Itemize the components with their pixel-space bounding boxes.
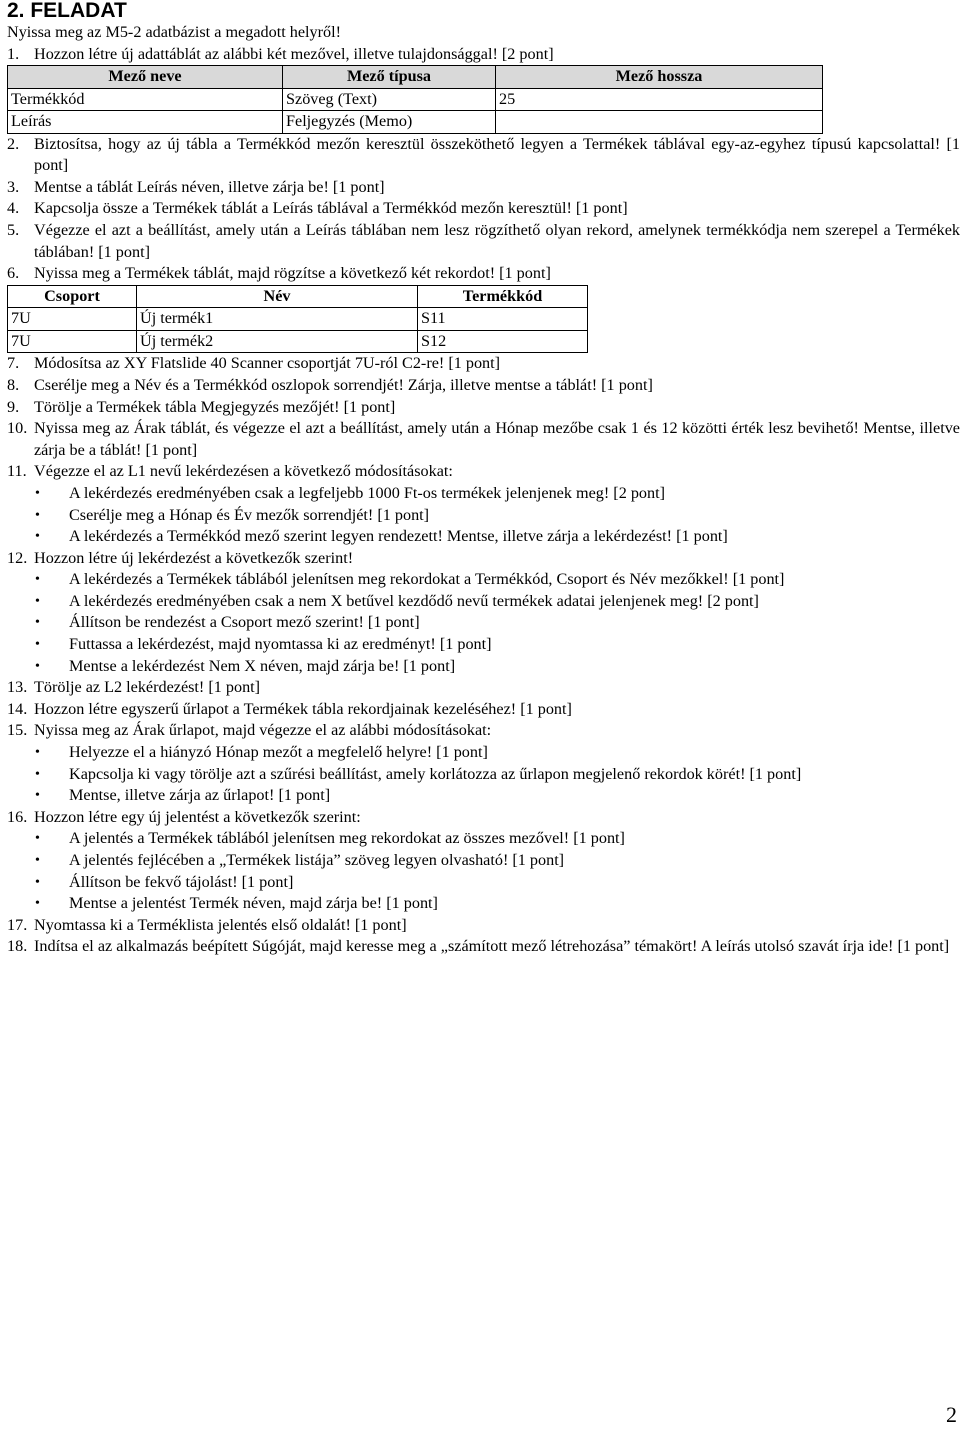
bullet-icon: •	[35, 529, 40, 545]
subtask-text: Kapcsolja ki vagy törölje azt a szűrési beállítást, amely korlátozza az űrlapon megjelenő rekordok körét! [1 pont]	[69, 764, 802, 783]
subtask-text: A lekérdezés eredményében csak a legfeljebb 1000 Ft-os termékek jelenjenek meg! [2 pont]	[69, 483, 666, 502]
subtask-item	[7, 505, 960, 527]
task-item	[7, 220, 960, 263]
task-body	[34, 220, 960, 263]
task-number: 1.	[7, 44, 20, 63]
task-body	[34, 134, 960, 177]
table-cell: Új termék2	[137, 330, 418, 353]
table-cell: 7U	[8, 330, 137, 353]
subtask-text: Állítson be rendezést a Csoport mező szerint! [1 pont]	[69, 613, 420, 632]
task-number: 11.	[7, 462, 27, 481]
task-text: Nyissa meg az Árak táblát, és végezze el azt a beállítást, amely után a Hónap mezőbe csak 1 és 12 közötti érték lesz bevihető! Mentse, illetve zárja be a táblát! [1 pont]	[34, 419, 960, 459]
subtask-text: Futtassa a lekérdezést, majd nyomtassa ki az eredményt! [1 pont]	[69, 635, 492, 654]
table-row	[8, 88, 823, 111]
task-text: Törölje az L2 lekérdezést! [1 pont]	[34, 678, 261, 697]
bullet-icon: •	[35, 874, 40, 890]
task-body	[34, 720, 960, 742]
task-text: Végezze el az L1 nevű lekérdezésen a következő módosításokat:	[34, 462, 453, 481]
subtask-list	[7, 483, 960, 548]
subtask-item	[7, 634, 960, 656]
task-list	[7, 44, 960, 958]
task-text: Nyissa meg a Termékek táblát, majd rögzítse a következő két rekordot! [1 pont]	[34, 264, 551, 283]
task-body	[34, 353, 960, 375]
task-item	[7, 353, 960, 375]
task-body	[34, 198, 960, 220]
task-body	[34, 548, 960, 570]
subtask-item	[7, 828, 960, 850]
subtask-text: Cserélje meg a Hónap és Év mezők sorrendjét! [1 pont]	[69, 505, 430, 524]
column-header: Csoport	[8, 285, 137, 308]
task-text: Indítsa el az alkalmazás beépített Súgóját, majd keresse meg a „számított mező létrehozása” témakört! A leírás utolsó szavát írja ide! [1 pont]	[34, 937, 950, 956]
task-text: Kapcsolja össze a Termékek táblát a Leírás táblával a Termékkód mezőn keresztül! [1 pont]	[34, 199, 628, 218]
task-body	[34, 375, 960, 397]
task-heading: 2. FELADAT	[7, 0, 127, 22]
task-number: 2.	[7, 134, 20, 153]
task-body	[34, 915, 960, 937]
task-text: Biztosítsa, hogy az új tábla a Termékkód mezőn keresztül összeköthető legyen a Termékek táblával egy-az-egyhez típusú kapcsolattal! [1 pont]	[34, 134, 960, 175]
task-item	[7, 177, 960, 199]
table-cell: S11	[418, 308, 588, 331]
records-table	[7, 285, 588, 354]
table-cell: 7U	[8, 308, 137, 331]
table-cell: Leírás	[8, 111, 283, 134]
task-text: Hozzon létre egyszerű űrlapot a Termékek tábla rekordjainak kezeléséhez! [1 pont]	[34, 699, 572, 718]
task-body	[34, 263, 960, 285]
task-text: Végezze el azt a beállítást, amely után a Leírás táblában nem lesz rögzíthető olyan rekord, amelynek termékkódja nem szerepel a Termékek táblában! [1 pont]	[34, 221, 960, 261]
subtask-item	[7, 526, 960, 548]
task-text: Nyomtassa ki a Terméklista jelentés első oldalát! [1 pont]	[34, 915, 407, 934]
task-item	[7, 548, 960, 570]
task-item	[7, 936, 960, 958]
table-cell: Termékkód	[8, 88, 283, 111]
column-header: Mező típusa	[283, 66, 496, 89]
task-item	[7, 418, 960, 461]
subtask-text: Mentse, illetve zárja az űrlapot! [1 pont]	[69, 786, 331, 805]
task-body	[34, 677, 960, 699]
bullet-icon: •	[35, 745, 40, 761]
task-text: Mentse a táblát Leírás néven, illetve zárja be! [1 pont]	[34, 177, 385, 196]
task-text: Hozzon létre új lekérdezést a következők szerint!	[34, 548, 354, 567]
task-body	[34, 418, 960, 461]
task-number: 10.	[7, 419, 28, 438]
subtask-text: Mentse a jelentést Termék néven, majd zárja be! [1 pont]	[69, 894, 438, 913]
bullet-icon: •	[35, 831, 40, 847]
bullet-icon: •	[35, 593, 40, 609]
column-header: Név	[137, 285, 418, 308]
task-number: 12.	[7, 548, 28, 567]
task-number: 8.	[7, 375, 20, 394]
table-header-row	[8, 66, 823, 89]
subtask-item	[7, 591, 960, 613]
task-body	[34, 44, 960, 66]
bullet-icon: •	[35, 788, 40, 804]
task-body	[34, 461, 960, 483]
bullet-icon: •	[35, 485, 40, 501]
task-number: 3.	[7, 177, 20, 196]
task-number: 17.	[7, 915, 28, 934]
table-cell: Szöveg (Text)	[283, 88, 496, 111]
task-number: 5.	[7, 221, 20, 240]
subtask-item	[7, 569, 960, 591]
subtask-text: A lekérdezés a Termékkód mező szerint legyen rendezett! Mentse, illetve zárja a lekérdezést! [1 pont]	[69, 527, 728, 546]
subtask-text: Állítson be fekvő tájolást! [1 pont]	[69, 872, 294, 891]
task-item	[7, 198, 960, 220]
task-item	[7, 263, 960, 285]
subtask-list	[7, 742, 960, 807]
bullet-icon: •	[35, 637, 40, 653]
table-row	[8, 308, 588, 331]
task-text: Módosítsa az XY Flatslide 40 Scanner csoportját 7U-ról C2-re! [1 pont]	[34, 354, 501, 373]
subtask-item	[7, 850, 960, 872]
field-definition-table	[7, 65, 823, 134]
task-item	[7, 915, 960, 937]
task-item	[7, 677, 960, 699]
task-body	[34, 807, 960, 829]
table-row	[8, 330, 588, 353]
column-header: Mező hossza	[496, 66, 823, 89]
subtask-item	[7, 764, 960, 786]
column-header: Termékkód	[418, 285, 588, 308]
task-number: 18.	[7, 937, 28, 956]
subtask-text: A lekérdezés a Termékek táblából jelenítsen meg rekordokat a Termékkód, Csoport és Név mezőkkel! [1 pont]	[69, 570, 785, 589]
bullet-icon: •	[35, 615, 40, 631]
subtask-list	[7, 569, 960, 677]
table-header-row	[8, 285, 588, 308]
column-header: Mező neve	[8, 66, 283, 89]
task-number: 7.	[7, 354, 20, 373]
task-number: 9.	[7, 397, 20, 416]
task-body	[34, 936, 960, 958]
bullet-icon: •	[35, 658, 40, 674]
bullet-icon: •	[35, 853, 40, 868]
subtask-list	[7, 828, 960, 914]
task-item	[7, 44, 960, 66]
subtask-item	[7, 656, 960, 678]
subtask-text: Mentse a lekérdezést Nem X néven, majd zárja be! [1 pont]	[69, 656, 456, 675]
task-text: Cserélje meg a Név és a Termékkód oszlopok sorrendjét! Zárja, illetve mentse a táblát! [1 pont]	[34, 375, 653, 394]
bullet-icon: •	[35, 572, 40, 588]
document-page	[7, 0, 960, 958]
task-item	[7, 807, 960, 829]
task-item	[7, 461, 960, 483]
subtask-item	[7, 785, 960, 807]
bullet-icon: •	[35, 507, 40, 523]
task-text: Nyissa meg az Árak űrlapot, majd végezze el az alábbi módosításokat:	[34, 721, 492, 740]
task-item	[7, 134, 960, 177]
task-text: Törölje a Termékek tábla Megjegyzés mezőjét! [1 pont]	[34, 397, 396, 416]
table-cell: Új termék1	[137, 308, 418, 331]
task-item	[7, 699, 960, 721]
table-cell	[496, 111, 823, 134]
task-body	[34, 699, 960, 721]
subtask-text: A jelentés fejlécében a „Termékek listája” szöveg legyen olvasható! [1 pont]	[69, 851, 565, 869]
task-item	[7, 375, 960, 397]
task-number: 16.	[7, 807, 28, 826]
task-text: Hozzon létre egy új jelentést a következők szerint:	[34, 807, 361, 826]
subtask-item	[7, 483, 960, 505]
subtask-item	[7, 872, 960, 894]
task-number: 6.	[7, 264, 20, 283]
task-number: 15.	[7, 721, 28, 740]
subtask-text: Helyezze el a hiányzó Hónap mezőt a megfelelő helyre! [1 pont]	[69, 743, 488, 762]
table-row	[8, 111, 823, 134]
task-item	[7, 720, 960, 742]
task-number: 14.	[7, 699, 28, 718]
bullet-icon: •	[35, 766, 40, 782]
task-number: 4.	[7, 199, 20, 218]
subtask-item	[7, 742, 960, 764]
task-body	[34, 177, 960, 199]
subtask-text: A jelentés a Termékek táblából jelenítsen meg rekordokat az összes mezővel! [1 pont]	[69, 829, 625, 848]
table-cell: S12	[418, 330, 588, 353]
table-cell: 25	[496, 88, 823, 111]
subtask-item	[7, 893, 960, 915]
subtask-item	[7, 612, 960, 634]
task-item	[7, 397, 960, 419]
task-text: Hozzon létre új adattáblát az alábbi két mezővel, illetve tulajdonsággal! [2 pont]	[34, 44, 554, 63]
table-cell: Feljegyzés (Memo)	[283, 111, 496, 134]
task-number: 13.	[7, 678, 28, 697]
intro-text: Nyissa meg az M5-2 adatbázist a megadott helyről!	[7, 23, 341, 41]
page-number: 2	[946, 1402, 957, 1427]
subtask-text: A lekérdezés eredményében csak a nem X betűvel kezdődő nevű termékek adatai jelenjenek meg! [2 pont]	[69, 591, 759, 610]
task-body	[34, 397, 960, 419]
bullet-icon: •	[35, 896, 40, 912]
